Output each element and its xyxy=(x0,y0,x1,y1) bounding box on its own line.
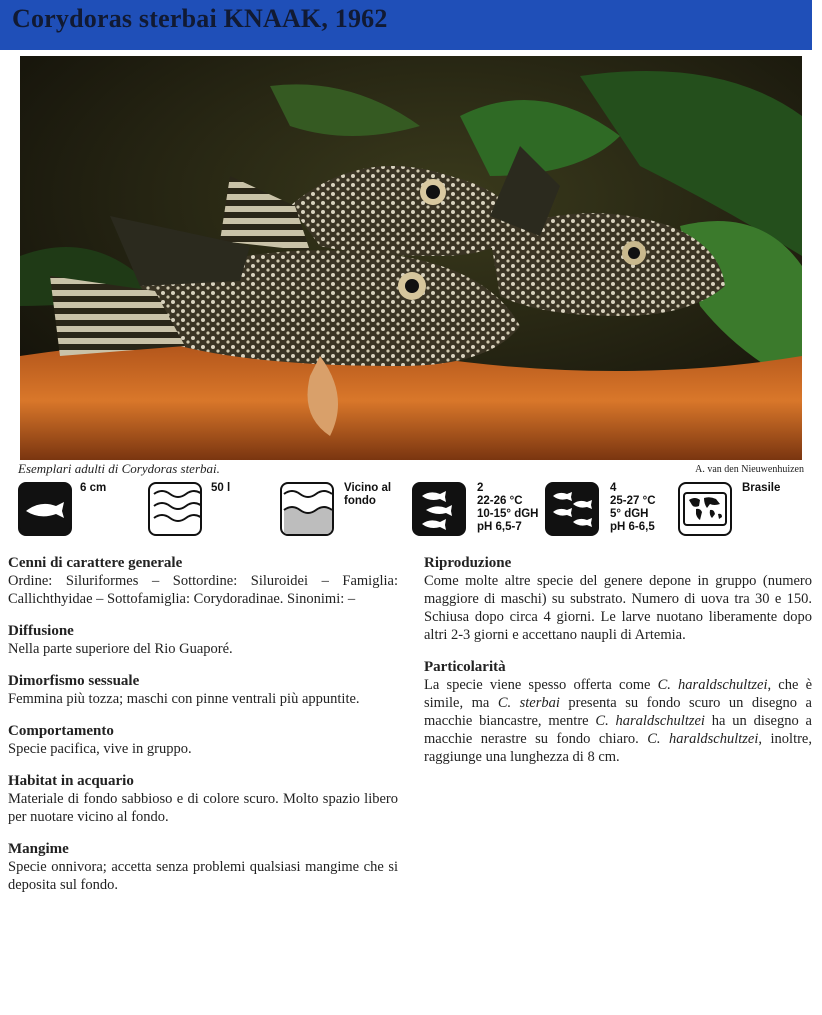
origin-label: Brasile xyxy=(742,482,781,494)
size-label: 6 cm xyxy=(80,482,107,494)
fish-photo xyxy=(20,56,802,460)
distribution-title: Diffusione xyxy=(8,623,74,639)
general-text: Ordine: Siluriformes – Sottordine: Siluroidei – Famiglia: Callichthyidae – Sottofamiglia: Corydoradinae. Sinonimi: – xyxy=(8,573,398,607)
aquarium-volume-icon xyxy=(148,482,202,536)
group-ph: pH 6,5-7 xyxy=(477,521,522,533)
page-title: Corydoras sterbai KNAAK, 1962 xyxy=(12,4,388,33)
group-temp: 22-26 °C xyxy=(477,495,523,507)
swim-zone-label xyxy=(344,482,391,508)
fish-illustration xyxy=(20,56,802,460)
world-map-icon xyxy=(678,482,732,536)
particulars-text-5: , inoltre, raggiunge una lunghezza di 8 cm. xyxy=(424,731,812,765)
food-title: Mangime xyxy=(8,841,69,857)
photo-caption: Esemplari adulti di Corydoras sterbai. xyxy=(18,461,220,476)
behaviour-title: Comportamento xyxy=(8,723,114,739)
group-hardness: 10-15° dGH xyxy=(477,508,539,520)
title-bar xyxy=(0,0,812,50)
food-text: Specie onnivora; accetta senza problemi qualsiasi mangime che si deposita sul fondo. xyxy=(8,859,398,893)
dimorphism-text: Femmina più tozza; maschi con pinne ventrali più appuntite. xyxy=(8,691,360,707)
habitat-text: Materiale di fondo sabbioso e di colore scuro. Molto spazio libero per nuotare vicino al fondo. xyxy=(8,791,398,825)
group-fish-icon xyxy=(412,482,466,536)
breeding-count: 4 xyxy=(610,482,617,494)
particulars-text xyxy=(424,676,812,766)
photo-credit: A. van den Nieuwenhuizen xyxy=(695,464,804,475)
general-title: Cenni di carattere generale xyxy=(8,555,183,571)
species-name: C. haraldschultzei xyxy=(647,731,759,747)
swim-zone-line1: Vicino al xyxy=(344,482,392,494)
breeding-ph: pH 6-6,5 xyxy=(610,521,655,533)
dimorphism-title: Dimorfismo sessuale xyxy=(8,673,140,689)
volume-label: 50 l xyxy=(211,482,231,494)
group-details xyxy=(477,482,538,534)
particulars-title: Particolarità xyxy=(424,659,506,675)
swim-zone-icon xyxy=(280,482,334,536)
particulars-text-3: presenta su fondo scuro un disegno a macchie biancastre, mentre xyxy=(424,695,812,729)
left-column xyxy=(8,554,398,908)
swim-zone-line2: fondo xyxy=(344,495,376,507)
reproduction-text: Come molte altre specie del genere depone in gruppo (numero maggiore di maschi) su substrato. Numero di uova tra 30 e 150. Schiusa dopo circa 4 giorni. Le larve nuotano liberamente dopo altri 2-3 giorni e accettano naupli di Artemia. xyxy=(424,573,812,643)
particulars-text-4: ha un disegno a macchie nerastre su fondo chiaro. xyxy=(424,713,812,747)
breeding-fish-icon xyxy=(545,482,599,536)
group-count: 2 xyxy=(477,482,484,494)
particulars-text-2: , che è simile, ma xyxy=(424,677,813,711)
breeding-hardness: 5° dGH xyxy=(610,508,649,520)
behaviour-text: Specie pacifica, vive in gruppo. xyxy=(8,741,192,757)
species-name: C. haraldschultzei xyxy=(595,713,705,729)
breeding-temp: 25-27 °C xyxy=(610,495,656,507)
size-icon xyxy=(18,482,72,536)
species-name: C. sterbai xyxy=(497,695,560,711)
habitat-title: Habitat in acquario xyxy=(8,773,134,789)
reproduction-title: Riproduzione xyxy=(424,555,512,571)
right-column xyxy=(424,554,812,780)
species-name: C. haraldschultzei xyxy=(657,677,768,693)
breeding-details xyxy=(610,482,656,534)
particulars-text-1: La specie viene spesso offerta come xyxy=(424,677,658,693)
distribution-text: Nella parte superiore del Rio Guaporé. xyxy=(8,641,233,657)
